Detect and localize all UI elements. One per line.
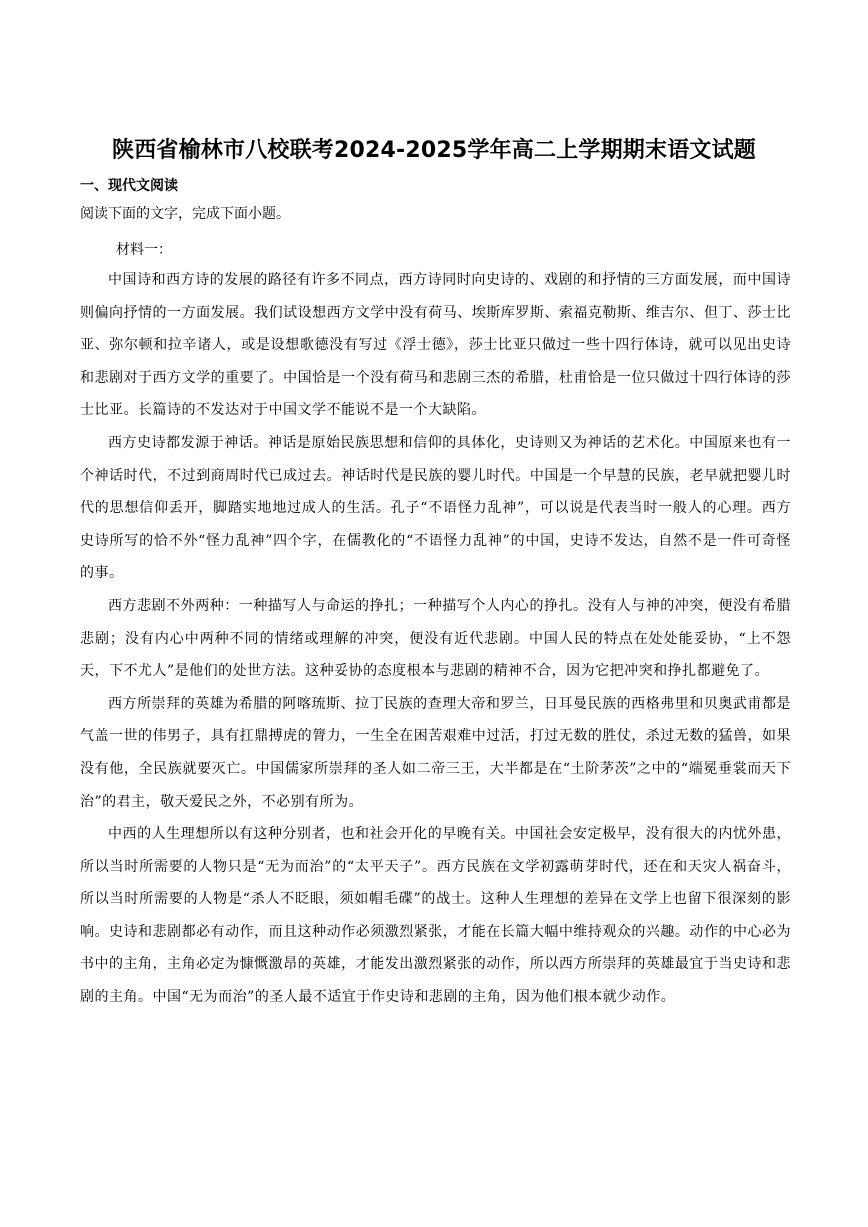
exam-title: 陕西省榆林市八校联考2024-2025学年高二上学期期末语文试题	[112, 138, 756, 163]
passage-paragraph-1: 中国诗和西方诗的发展的路径有许多不同点，西方诗同时向史诗的、戏剧的和抒情的三方面发展，而中国诗则偏向抒情的一方面发展。我们试设想西方文学中没有荷马、埃斯库罗斯、索福克勒斯、维吉尔、但丁、莎士比亚、弥尔顿和拉辛诸人，或是设想歌德没有写过《浮士德》，莎士比亚只做过一些十四行体诗，就可以见出史诗和悲剧对于西方文学的重要了。中国恰是一个没有荷马和悲剧三杰的希腊，杜甫恰是一位只做过十四行体诗的莎士比亚。长篇诗的不发达对于中国文学不能说不是一个大缺陷。	[80, 272, 791, 419]
section-heading: 一、现代文阅读	[80, 178, 178, 194]
passage-body	[80, 264, 791, 1014]
passage-paragraph-4: 西方所崇拜的英雄为希腊的阿喀琉斯、拉丁民族的查理大帝和罗兰，日耳曼民族的西格弗里和贝奥武甫都是气盖一世的伟男子，具有扛鼎搏虎的膂力，一生全在困苦艰难中过活，打过无数的胜仗，杀过无数的猛兽，如果没有他，全民族就要灭亡。中国儒家所崇拜的圣人如二帝三王，大半都是在“土阶茅茨”之中的“端冕垂裳而天下治”的君主，敬天爱民之外，不必别有所为。	[80, 695, 791, 810]
reading-instruction: 阅读下面的文字，完成下面小题。	[80, 206, 290, 222]
passage-paragraph-5: 中西的人生理想所以有这种分别者，也和社会开化的早晚有关。中国社会安定极早，没有很大的内忧外患，所以当时所需要的人物只是“无为而治”的“太平天子”。西方民族在文学初露萌芽时代，还在和天灾人祸奋斗，所以当时所需要的人物是“杀人不眨眼，须如帽毛碟”的战士。这种人生理想的差异在文学上也留下很深刻的影响。史诗和悲剧都必有动作，而且这种动作必须激烈紧张，才能在长篇大幅中维持观众的兴趣。动作的中心必为书中的主角，主角必定为慷慨激昂的英雄，才能发出激烈紧张的动作，所以西方所崇拜的英雄最宜于当史诗和悲剧的主角。中国“无为而治”的圣人最不适宜于作史诗和悲剧的主角，因为他们根本就少动作。	[80, 826, 791, 1006]
material-label: 材料一：	[116, 242, 172, 258]
passage-paragraph-2: 西方史诗都发源于神话。神话是原始民族思想和信仰的具体化，史诗则又为神话的艺术化。中国原来也有一个神话时代，不过到商周时代已成过去。神话时代是民族的婴儿时代。中国是一个早慧的民族，老早就把婴儿时代的思想信仰丢开，脚踏实地地过成人的生活。孔子“不语怪力乱神”，可以说是代表当时一般人的心理。西方史诗所写的恰不外“怪力乱神”四个字，在儒教化的“不语怪力乱神”的中国，史诗不发达，自然不是一件可奇怪的事。	[80, 434, 791, 582]
passage-paragraph-3: 西方悲剧不外两种：一种描写人与命运的挣扎；一种描写个人内心的挣扎。没有人与神的冲突，便没有希腊悲剧；没有内心中两种不同的情绪或理解的冲突，便没有近代悲剧。中国人民的特点在处处能妥协，“上不怨天，下不尤人”是他们的处世方法。这种妥协的态度根本与悲剧的精神不合，因为它把冲突和挣扎都避免了。	[80, 597, 791, 680]
